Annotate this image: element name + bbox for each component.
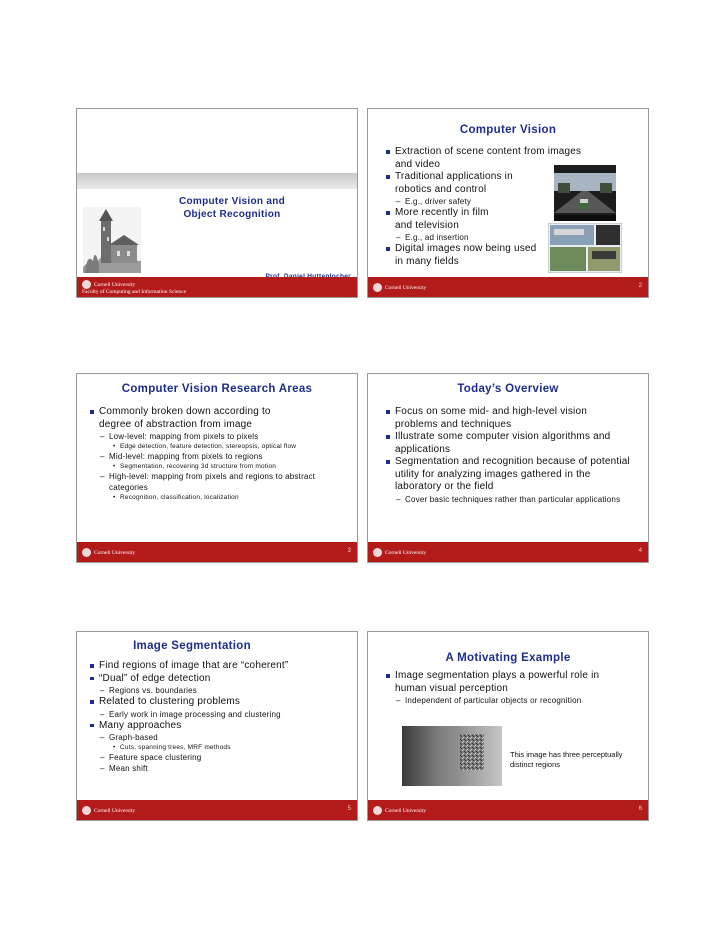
footer-bar <box>77 542 357 562</box>
cornell-logo: Cornell University Faculty of Computing and Information Science <box>82 281 187 295</box>
sub-bullet: – Independent of particular objects or recognition <box>386 695 595 706</box>
bullet: Commonly broken down according to degree of abstraction from image <box>90 406 304 431</box>
clock-tower-image <box>83 207 141 273</box>
slide-title: A Motivating Example <box>445 652 571 664</box>
slide-number: 3 <box>347 548 351 554</box>
footer-bar <box>368 542 648 562</box>
seal-icon <box>82 806 91 815</box>
cornell-logo: Cornell University <box>82 806 135 815</box>
slide-title: Image Segmentation <box>133 640 251 652</box>
sub-bullet: – E.g., ad insertion <box>386 232 626 243</box>
sub-bullet: – Feature space clustering <box>90 752 340 763</box>
sub-bullet: – Cover basic techniques rather than particular applications <box>386 494 627 505</box>
footer-bar <box>77 277 357 297</box>
slide-2 <box>367 108 649 298</box>
slide-1-title: Computer Vision and Object Recognition <box>178 196 286 220</box>
slide-4 <box>367 373 649 563</box>
slide-1 <box>76 108 358 298</box>
bullet: Many approaches <box>90 720 340 733</box>
slide-6 <box>367 631 649 821</box>
bullet: “Dual” of edge detection <box>90 673 340 686</box>
bullet: Digital images now being used in many fields <box>386 243 545 268</box>
footer-bar <box>368 277 648 297</box>
sub-sub-bullet: • Cuts, spanning trees, MRF methods <box>90 743 340 752</box>
sub-bullet: – Graph-based <box>90 732 340 743</box>
slide-title: Computer Vision Research Areas <box>121 383 313 395</box>
bullet: Illustrate some computer vision algorithms and applications <box>386 431 627 456</box>
slide-title: Computer Vision <box>459 124 557 136</box>
slide-5 <box>76 631 358 821</box>
bullet: Traditional applications in robotics and control <box>386 171 521 196</box>
seal-icon <box>373 548 382 557</box>
seal-icon <box>82 548 91 557</box>
bullet: Related to clustering problems <box>90 696 340 709</box>
sub-bullet: – Mid-level: mapping from pixels to regions <box>90 451 330 462</box>
sub-bullet: – High-level: mapping from pixels and regions to abstract categories <box>90 471 334 493</box>
seal-icon <box>373 283 382 292</box>
sub-bullet: – Low-level: mapping from pixels to pixels <box>90 431 330 442</box>
sub-sub-bullet: • Segmentation, recovering 3d structure from motion <box>90 462 310 471</box>
bullet: Segmentation and recognition because of potential utility for analyzing images gathered in the laboratory or the field <box>386 456 631 494</box>
sub-bullet: – Early work in image processing and clustering <box>90 709 340 720</box>
footer-bar <box>368 800 648 820</box>
segmentation-example-image <box>402 726 502 786</box>
bullet-list <box>386 670 626 706</box>
sub-bullet: – Mean shift <box>90 763 340 774</box>
image-caption: This image has three perceptually distinct regions <box>510 750 623 769</box>
slide-title: Today’s Overview <box>457 383 559 395</box>
sub-sub-bullet: • Recognition, classification, localization <box>90 493 330 502</box>
title-band <box>77 173 357 189</box>
seal-icon <box>373 806 382 815</box>
bullet-list <box>90 660 340 774</box>
bullet: Find regions of image that are “coherent” <box>90 660 340 673</box>
slide-3 <box>76 373 358 563</box>
bullet-list <box>90 406 330 502</box>
bullet: More recently in film and television <box>386 207 495 232</box>
cornell-logo: Cornell University <box>373 806 426 815</box>
road-scene-image <box>554 165 616 221</box>
film-frame-image <box>548 223 622 273</box>
bullet-list <box>386 406 630 505</box>
sub-sub-bullet: • Edge detection, feature detection, stereopsis, optical flow <box>90 442 300 451</box>
cornell-logo: Cornell University <box>373 283 426 292</box>
footer-bar <box>77 800 357 820</box>
bullet: Image segmentation plays a powerful role in human visual perception <box>386 670 631 695</box>
slide-number: 5 <box>347 806 351 812</box>
sub-bullet: – E.g., driver safety <box>386 196 626 207</box>
sub-bullet: – Regions vs. boundaries <box>90 685 340 696</box>
slide-number: 6 <box>638 806 642 812</box>
bullet: Extraction of scene content from images and video <box>386 146 601 171</box>
cornell-logo: Cornell University <box>82 548 135 557</box>
seal-icon <box>82 280 91 289</box>
cornell-logo: Cornell University <box>373 548 426 557</box>
bullet: Focus on some mid- and high-level vision problems and techniques <box>386 406 627 431</box>
slide-number: 4 <box>638 548 642 554</box>
slide-number: 2 <box>638 283 642 289</box>
